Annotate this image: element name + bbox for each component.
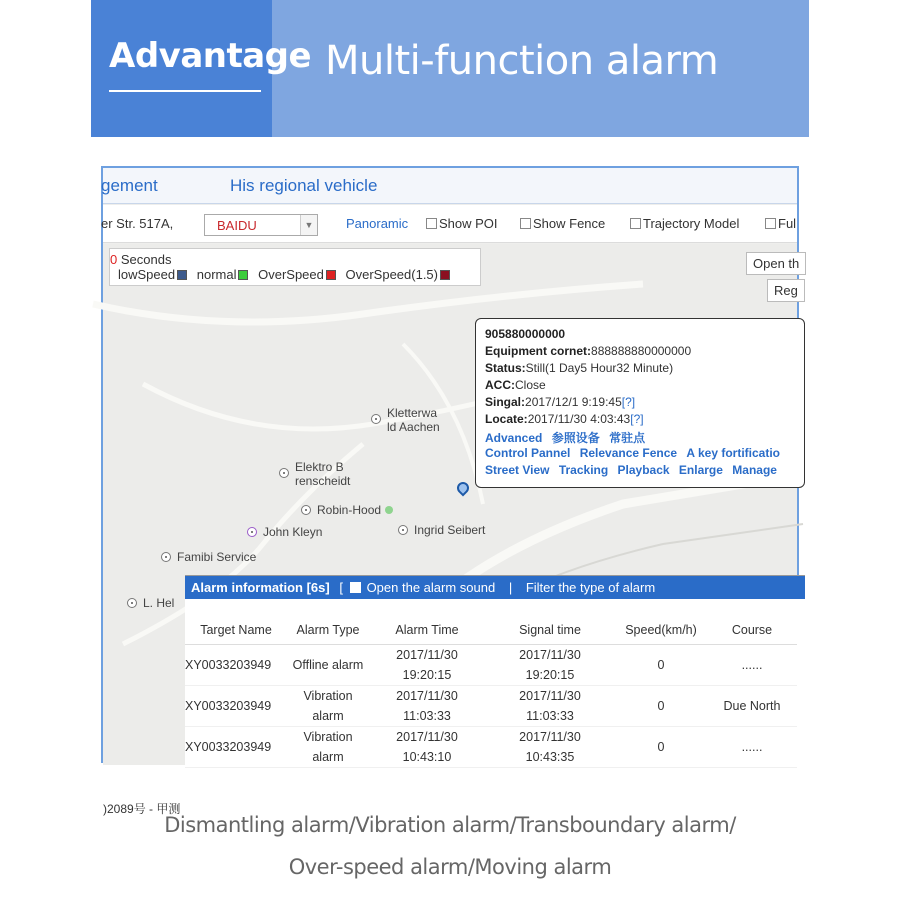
reference-device-link[interactable]: 参照设备 xyxy=(551,431,600,445)
col-speed[interactable]: Speed(km/h) xyxy=(615,616,707,644)
speed-cell: 0 xyxy=(615,644,707,685)
poi-icon xyxy=(371,414,381,424)
poi-icon xyxy=(398,525,408,535)
poi-label: Robin-Hood xyxy=(317,503,382,517)
alarm-sound-checkbox[interactable] xyxy=(350,582,361,593)
poi-label: ld Aachen xyxy=(387,420,440,434)
popup-cornet: Equipment cornet:888888880000000 xyxy=(485,344,692,358)
alarm-type-cell: Vibration alarm xyxy=(287,685,369,726)
enlarge-link[interactable]: Enlarge xyxy=(678,463,723,477)
table-row[interactable] xyxy=(185,726,797,767)
open-button[interactable]: Open th xyxy=(746,252,806,275)
caption-line-2: Over-speed alarm/Moving alarm xyxy=(288,855,612,879)
alarm-header xyxy=(185,576,805,599)
help-link[interactable]: [?] xyxy=(630,412,644,426)
course-cell: ...... xyxy=(707,644,797,685)
poi-label: John Kleyn xyxy=(263,525,323,539)
poi-l-hel xyxy=(127,596,174,610)
col-course[interactable]: Course xyxy=(707,616,797,644)
checkbox-icon[interactable] xyxy=(765,218,776,229)
checkbox-icon[interactable] xyxy=(630,218,641,229)
caption-line-1: Dismantling alarm/Vibration alarm/Transboundary alarm/ xyxy=(164,813,736,837)
poi-elektro xyxy=(279,460,351,488)
alarm-title: Alarm information [6s] xyxy=(191,580,330,595)
alarm-header-separator: | xyxy=(508,580,513,595)
popup-links-row-3 xyxy=(485,463,804,480)
trajectory-model-label: Trajectory Model xyxy=(643,216,740,231)
trajectory-model-checkbox[interactable] xyxy=(630,216,739,231)
target-name-cell: XY0033203949 xyxy=(185,726,287,767)
overspeed-15-swatch xyxy=(440,270,450,280)
signal-time-cell: 2017/11/30 11:03:33 xyxy=(485,685,615,726)
poi-label: Famibi Service xyxy=(177,550,257,564)
poi-icon xyxy=(161,552,171,562)
legend-items xyxy=(118,267,456,282)
full-label: Ful xyxy=(778,216,797,231)
open-alarm-sound-label[interactable]: Open the alarm sound xyxy=(366,580,496,595)
speed-legend xyxy=(109,248,481,286)
playback-link[interactable]: Playback xyxy=(617,463,670,477)
alarm-table-header xyxy=(185,616,797,644)
show-fence-checkbox[interactable] xyxy=(520,216,605,231)
alarm-time-cell: 2017/11/30 19:20:15 xyxy=(369,644,485,685)
resident-point-link[interactable]: 常驻点 xyxy=(609,431,646,445)
col-alarm-type[interactable]: Alarm Type xyxy=(287,616,369,644)
refresh-interval: 0 Seconds xyxy=(110,252,172,267)
popup-singal: Singal:2017/12/1 9:19:45[?] xyxy=(485,395,636,409)
help-link[interactable]: [?] xyxy=(621,395,636,409)
poi-famibi xyxy=(161,550,256,564)
map-source-select[interactable] xyxy=(204,214,318,236)
show-poi-checkbox[interactable] xyxy=(426,216,498,231)
poi-john-kleyn xyxy=(247,525,322,539)
show-poi-label: Show POI xyxy=(439,216,498,231)
popup-links-row-1 xyxy=(485,429,804,446)
signal-time-cell: 2017/11/30 19:20:15 xyxy=(485,644,615,685)
table-row[interactable] xyxy=(185,644,797,685)
region-button[interactable]: Reg xyxy=(767,279,805,302)
col-alarm-time[interactable]: Alarm Time xyxy=(369,616,485,644)
popup-links-row-2 xyxy=(485,446,804,463)
table-row[interactable] xyxy=(185,685,797,726)
control-panel-link[interactable]: Control Pannel xyxy=(485,446,571,460)
banner-title: Multi-function alarm xyxy=(325,38,719,84)
course-cell: Due North xyxy=(707,685,797,726)
banner-tag-block xyxy=(91,0,312,137)
street-view-link[interactable]: Street View xyxy=(485,463,550,477)
banner-tag: Advantage xyxy=(109,36,312,76)
legend-normal: normal xyxy=(196,267,237,282)
popup-locate: Locate:2017/11/30 4:03:43[?] xyxy=(485,412,644,426)
chevron-down-icon[interactable]: ▼ xyxy=(300,215,317,235)
filter-alarm-type-link[interactable]: Filter the type of alarm xyxy=(525,580,656,595)
legend-overspeed-15: OverSpeed(1.5) xyxy=(345,267,438,282)
full-checkbox[interactable] xyxy=(765,216,796,231)
low-speed-swatch xyxy=(177,270,187,280)
poi-label: Ingrid Seibert xyxy=(414,523,486,537)
bracket-open: [ xyxy=(339,580,343,595)
map-toolbar xyxy=(103,205,797,243)
poi-label: Kletterwa xyxy=(387,406,438,420)
refresh-seconds-label: Seconds xyxy=(120,252,172,267)
poi-icon xyxy=(247,527,257,537)
alarm-time-cell: 2017/11/30 10:43:10 xyxy=(369,726,485,767)
popup-id: 905880000000 xyxy=(485,327,566,341)
signal-time-cell: 2017/11/30 10:43:35 xyxy=(485,726,615,767)
col-target-name[interactable]: Target Name xyxy=(185,616,287,644)
target-name-cell: XY0033203949 xyxy=(185,644,287,685)
alarm-time-cell: 2017/11/30 11:03:33 xyxy=(369,685,485,726)
map-source-value: BAIDU xyxy=(217,218,257,233)
manage-link[interactable]: Manage xyxy=(732,463,777,477)
legend-overspeed: OverSpeed xyxy=(258,267,324,282)
popup-status: Status:Still(1 Day5 Hour32 Minute) xyxy=(485,361,674,375)
poi-robin-hood xyxy=(301,503,381,517)
tracking-link[interactable]: Tracking xyxy=(558,463,609,477)
checkbox-icon[interactable] xyxy=(520,218,531,229)
poi-kletterwald xyxy=(371,406,440,434)
alarm-type-cell: Offline alarm xyxy=(287,644,369,685)
overspeed-swatch xyxy=(326,270,336,280)
key-fortification-link[interactable]: A key fortificatio xyxy=(686,446,780,460)
speed-cell: 0 xyxy=(615,685,707,726)
app-screenshot xyxy=(101,166,800,816)
map-copyright: )2089号 - 甲测 xyxy=(103,802,181,816)
relevance-fence-link[interactable]: Relevance Fence xyxy=(579,446,678,460)
col-signal-time[interactable]: Signal time xyxy=(485,616,615,644)
popup-acc: ACC:Close xyxy=(485,378,546,392)
alarm-panel xyxy=(185,575,805,775)
panoramic-link[interactable]: Panoramic xyxy=(346,216,409,231)
poi-label: renscheidt xyxy=(295,474,351,488)
poi-ingrid-seibert xyxy=(398,523,485,537)
poi-label: Elektro B xyxy=(295,460,344,474)
poi-label: L. Hel xyxy=(143,596,175,610)
tab-regional-vehicle[interactable]: His regional vehicle xyxy=(230,176,378,195)
show-fence-label: Show Fence xyxy=(533,216,606,231)
checkbox-icon[interactable] xyxy=(426,218,437,229)
banner xyxy=(91,0,809,137)
advanced-link[interactable]: Advanced xyxy=(485,431,543,445)
poi-icon xyxy=(301,505,311,515)
normal-swatch xyxy=(238,270,248,280)
address-text: er Str. 517A, xyxy=(101,216,174,231)
legend-low-speed: lowSpeed xyxy=(118,267,176,282)
course-cell: ...... xyxy=(707,726,797,767)
vehicle-info-popup xyxy=(475,318,805,488)
speed-cell: 0 xyxy=(615,726,707,767)
tab-management[interactable]: gement xyxy=(101,176,158,195)
top-nav xyxy=(103,168,797,204)
alarm-table xyxy=(185,616,797,768)
alarm-type-cell: Vibration alarm xyxy=(287,726,369,767)
poi-icon xyxy=(279,468,289,478)
poi-icon xyxy=(127,598,137,608)
banner-tag-underline xyxy=(109,90,261,92)
target-name-cell: XY0033203949 xyxy=(185,685,287,726)
